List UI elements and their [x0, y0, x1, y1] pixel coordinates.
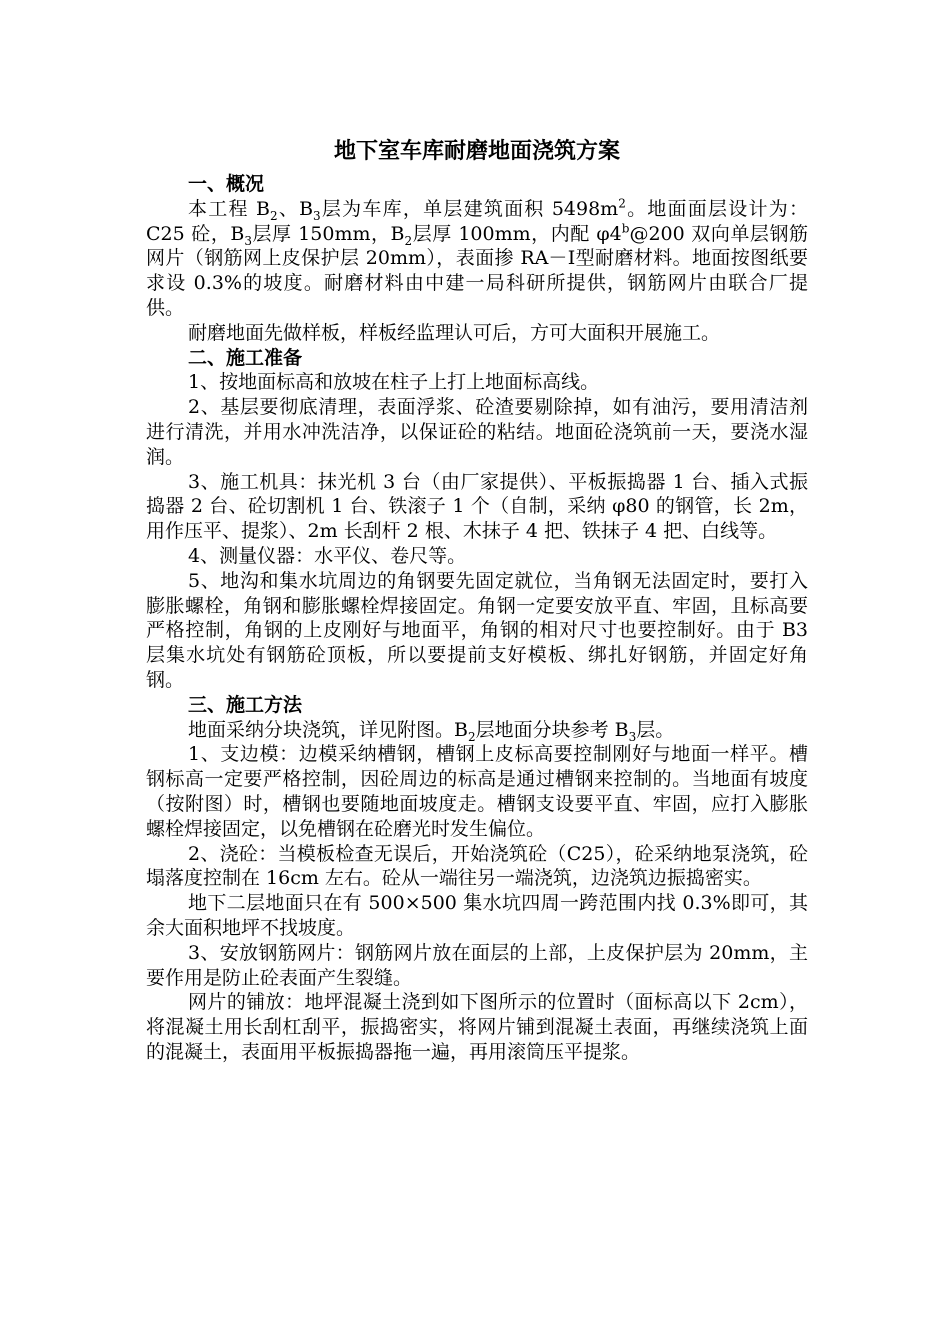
method-item-1: 1、支边模：边模采纳槽钢，槽钢上皮标高要控制刚好与地面一样平。槽钢标高一定要严格控制，因砼周边的标高是通过槽钢来控制的。当地面有坡度（按附图）时，槽钢也要随地面坡度走。槽钢支设要平直、牢固，应打入膨胀螺栓焊接固定，以免槽钢在砼磨光时发生偏位。: [146, 743, 808, 840]
prep-item-3: 3、施工机具：抹光机 3 台（由厂家提供）、平板振捣器 1 台、插入式振捣器 2 台、砼切割机 1 台、铁滚子 1 个（自制，采纳 φ80 的钢管，长 2m，用作压平、提浆）、2m 长刮杆 2 根、木抹子 4 把、铁抹子 4 把、白线等。: [146, 470, 808, 543]
document-page: [146, 138, 808, 1065]
method-intro: 地面采纳分块浇筑，详见附图。$B_2$层地面分块参考 $B_3$层。: [188, 718, 675, 744]
section-heading-method: 三、施工方法: [188, 693, 303, 716]
prep-item-4: 4、测量仪器：水平仪、卷尺等。: [188, 544, 467, 567]
section-heading-preparation: 二、施工准备: [188, 346, 303, 369]
method-item-2: 2、浇砼：当模板检查无误后，开始浇筑砼（C25），砼采纳地泵浇筑，砼塌落度控制在 16cm 左右。砼从一端往另一端浇筑，边浇筑边振捣密实。: [146, 842, 808, 890]
method-item-3: 3、安放钢筋网片：钢筋网片放在面层的上部，上皮保护层为 20mm，主要作用是防止砼表面产生裂缝。: [146, 941, 808, 989]
section-heading-overview: 一、概况: [188, 173, 265, 195]
overview-paragraph: 本工程 $B_2$、$B_3$层为车库，单层建筑面积 $5498m^2$。地面面层设计为：C25 砼，$B_3$层厚 150mm，$B_2$层厚 100mm，内配 φ4$^b$@200 双向单层钢筋网片（钢筋网上皮保护层 20mm），表面掺 RA－Ⅰ型耐磨材料。地面按图纸要求设 0.3%的坡度。耐磨材料由中建一局科研所提供，钢筋网片由联合厂提供。: [146, 196, 809, 319]
prep-item-2: 2、基层要彻底清理，表面浮浆、砼渣要剔除掉，如有油污，要用清洁剂进行清洗，并用水冲洗洁净，以保证砼的粘结。地面砼浇筑前一天，要浇水湿润。: [146, 396, 808, 468]
document-title: 地下室车库耐磨地面浇筑方案: [333, 139, 620, 164]
prep-item-1: 1、按地面标高和放坡在柱子上打上地面标高线。: [188, 371, 600, 394]
prep-item-5: 5、地沟和集水坑周边的角钢要先固定就位，当角钢无法固定时，要打入膨胀螺栓，角钢和膨胀螺栓焊接固定。角钢一定要安放平直、牢固，且标高要严格控制，角钢的上皮刚好与地面平，角钢的相对尺寸也要控制好。由于 B3 层集水坑处有钢筋砼顶板，所以要提前支好模板、绑扎好钢筋，并固定好角钢。: [146, 569, 808, 691]
mesh-laying-paragraph: 网片的铺放：地坪混凝土浇到如下图所示的位置时（面标高以下 2cm），将混凝土用长刮杠刮平，振捣密实，将网片铺到混凝土表面，再继续浇筑上面的混凝土，表面用平板振捣器拖一遍，再用滚筒压平提浆。: [146, 991, 808, 1063]
sample-paragraph: 耐磨地面先做样板，样板经监理认可后，方可大面积开展施工。: [188, 321, 721, 344]
method-note: 地下二层地面只在有 500×500 集水坑四周一跨范围内找 0.3%即可，其余大面积地坪不找坡度。: [146, 892, 808, 939]
